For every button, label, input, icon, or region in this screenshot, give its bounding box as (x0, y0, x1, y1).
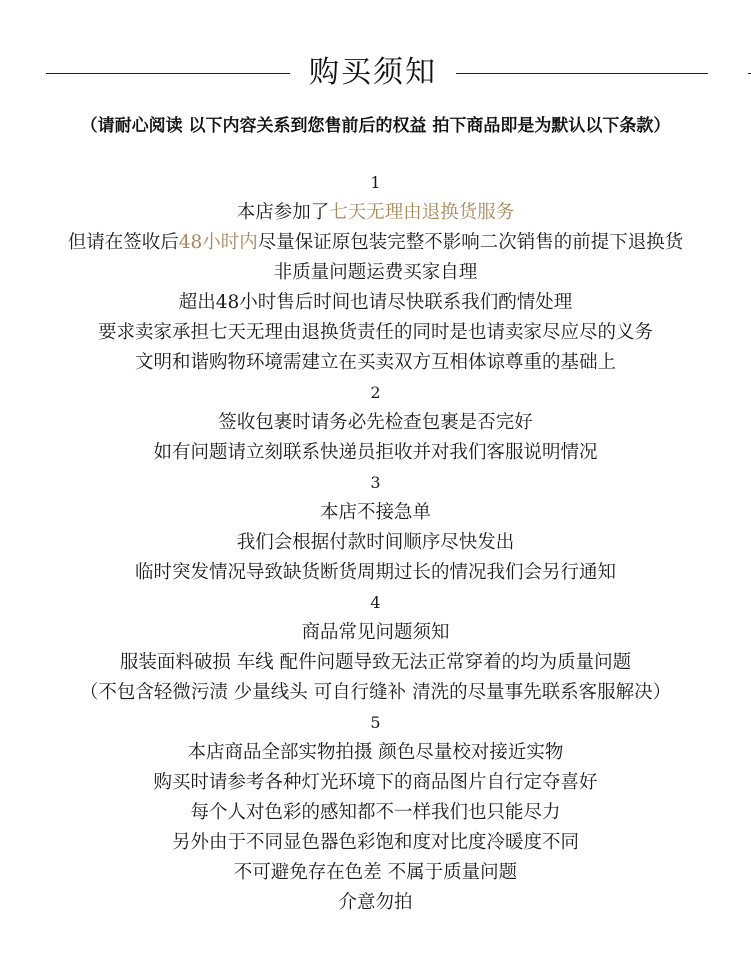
notice-line: 另外由于不同显色器色彩饱和度对比度冷暖度不同 (171, 832, 579, 853)
notice-line: 要求卖家承担七天无理由退换货责任的同时是也请卖家尽应尽的义务 (97, 322, 653, 343)
notice-line: 我们会根据付款时间顺序尽快发出 (236, 532, 515, 553)
notice-line: 服装面料破损 车线 配件问题导致无法正常穿着的均为质量问题 (119, 652, 632, 673)
notice-line: 本店不接急单 (319, 502, 431, 523)
notice-line (0, 198, 751, 228)
title-divider-right (456, 73, 708, 74)
notice-content (0, 168, 751, 918)
notice-line: 临时突发情况导致缺货断货周期过长的情况我们会另行通知 (134, 562, 616, 583)
notice-line: 介意勿拍 (338, 892, 413, 913)
notice-line: 商品常见问题须知 (301, 622, 450, 643)
notice-line: 非质量问题运费买家自理 (273, 262, 478, 283)
section-number: 1 (370, 173, 381, 192)
section-number: 5 (370, 713, 381, 732)
notice-line: 签收包裹时请务必先检查包裹是否完好 (218, 412, 533, 433)
highlight-text: 48小时内 (178, 232, 258, 253)
notice-line: （不包含轻微污渍 少量线头 可自行缝补 清洗的尽量事先联系客服解决） (79, 682, 672, 703)
line-text: 本店参加了 (236, 202, 330, 223)
notice-line: 购买时请参考各种灯光环境下的商品图片自行定夺喜好 (153, 772, 598, 793)
title-divider-left (46, 73, 290, 74)
notice-line: 不可避免存在色差 不属于质量问题 (233, 862, 518, 883)
line-text: 尽量保证原包装完整不影响二次销售的前提下退换货 (257, 232, 684, 253)
section-number: 4 (370, 593, 381, 612)
notice-line (0, 228, 751, 258)
section-number: 3 (370, 473, 381, 492)
notice-line: 文明和谐购物环境需建立在买卖双方互相体谅尊重的基础上 (134, 352, 616, 373)
section-number: 2 (370, 383, 381, 402)
page-title: 购买须知 (309, 55, 437, 90)
line-text: 但请在签收后 (67, 232, 179, 253)
notice-line: 如有问题请立刻联系快递员拒收并对我们客服说明情况 (153, 442, 598, 463)
title-row (0, 50, 751, 96)
notice-line: 每个人对色彩的感知都不一样我们也只能尽力 (190, 802, 561, 823)
notice-line: 超出48小时售后时间也请尽快联系我们酌情处理 (178, 292, 573, 313)
page-subtitle: （请耐心阅读 以下内容关系到您售前后的权益 拍下商品即是为默认以下条款） (80, 116, 671, 136)
highlight-text: 七天无理由退换货服务 (329, 202, 515, 223)
notice-line: 本店商品全部实物拍摄 颜色尽量校对接近实物 (187, 742, 564, 763)
